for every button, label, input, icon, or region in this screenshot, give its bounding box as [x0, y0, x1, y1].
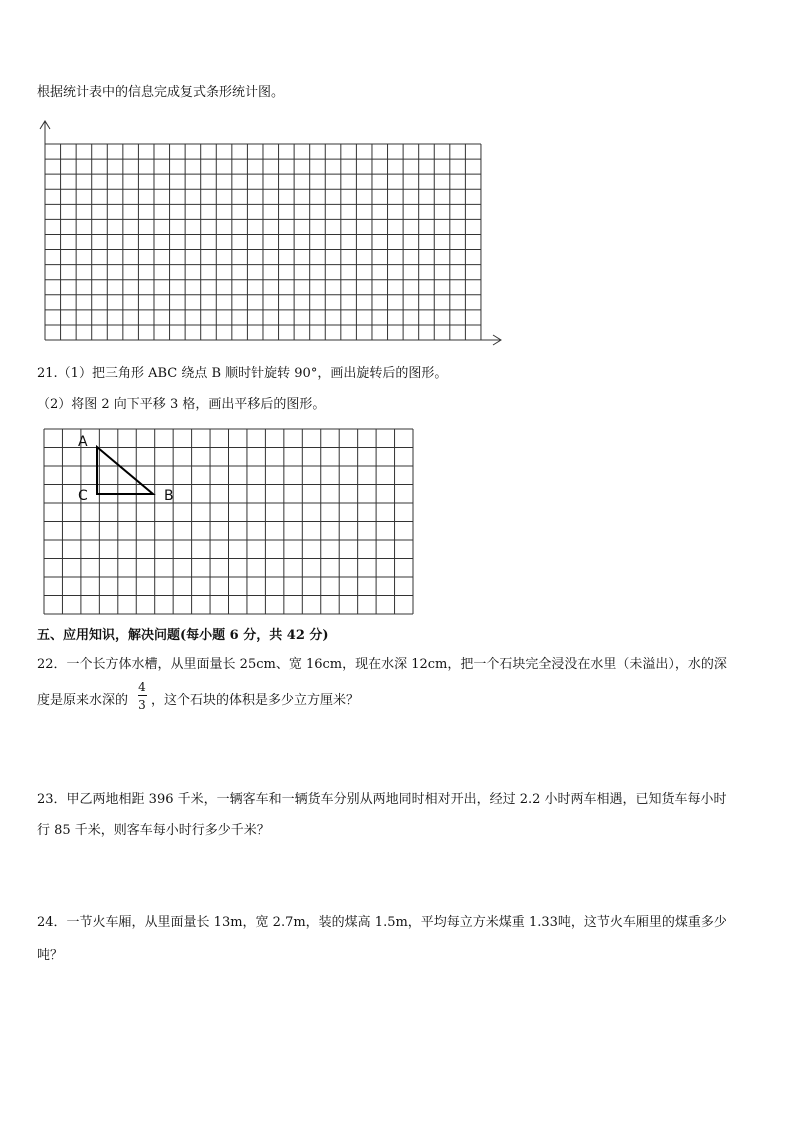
- x-axis-arrow: [493, 335, 501, 345]
- q23-line1: 23．甲乙两地相距 396 千米，一辆客车和一辆货车分别从两地同时相对开出，经过 2.2 小时两车相遇，已知货车每小时: [37, 792, 727, 807]
- q22-line2-pre: 度是原来水深的: [37, 693, 129, 708]
- label-a: A: [78, 434, 88, 450]
- intro-text: 根据统计表中的信息完成复式条形统计图。: [37, 85, 285, 100]
- section-5-heading: 五、应用知识，解决问题(每小题 6 分，共 42 分): [37, 628, 329, 643]
- q24-line1: 24．一节火车厢，从里面量长 13m，宽 2.7m，装的煤高 1.5m，平均每立方米煤重 1.33吨，这节火车厢里的煤重多少: [37, 915, 727, 930]
- q22-line1: 22．一个长方体水槽，从里面量长 25cm、宽 16cm，现在水深 12cm，把一个石块完全浸没在水里（未溢出），水的深: [37, 657, 727, 672]
- label-b: B: [164, 488, 174, 504]
- fraction-bar: [138, 695, 147, 696]
- y-axis-arrow: [40, 121, 50, 129]
- fraction-denominator: 3: [138, 698, 146, 712]
- q21-part2: （2）将图 2 向下平移 3 格，画出平移后的图形。: [37, 397, 326, 412]
- fraction-numerator: 4: [138, 680, 146, 694]
- q23-line2: 行 85 千米，则客车每小时行多少千米？: [37, 823, 270, 838]
- q22-line2-post: ，这个石块的体积是多少立方厘米？: [151, 693, 360, 708]
- q21-part1: 21.（1）把三角形 ABC 绕点 B 顺时针旋转 90°，画出旋转后的图形。: [37, 366, 448, 381]
- triangle-abc: [97, 447, 153, 494]
- q24-line2: 吨？: [37, 948, 64, 963]
- label-c: C: [78, 488, 88, 504]
